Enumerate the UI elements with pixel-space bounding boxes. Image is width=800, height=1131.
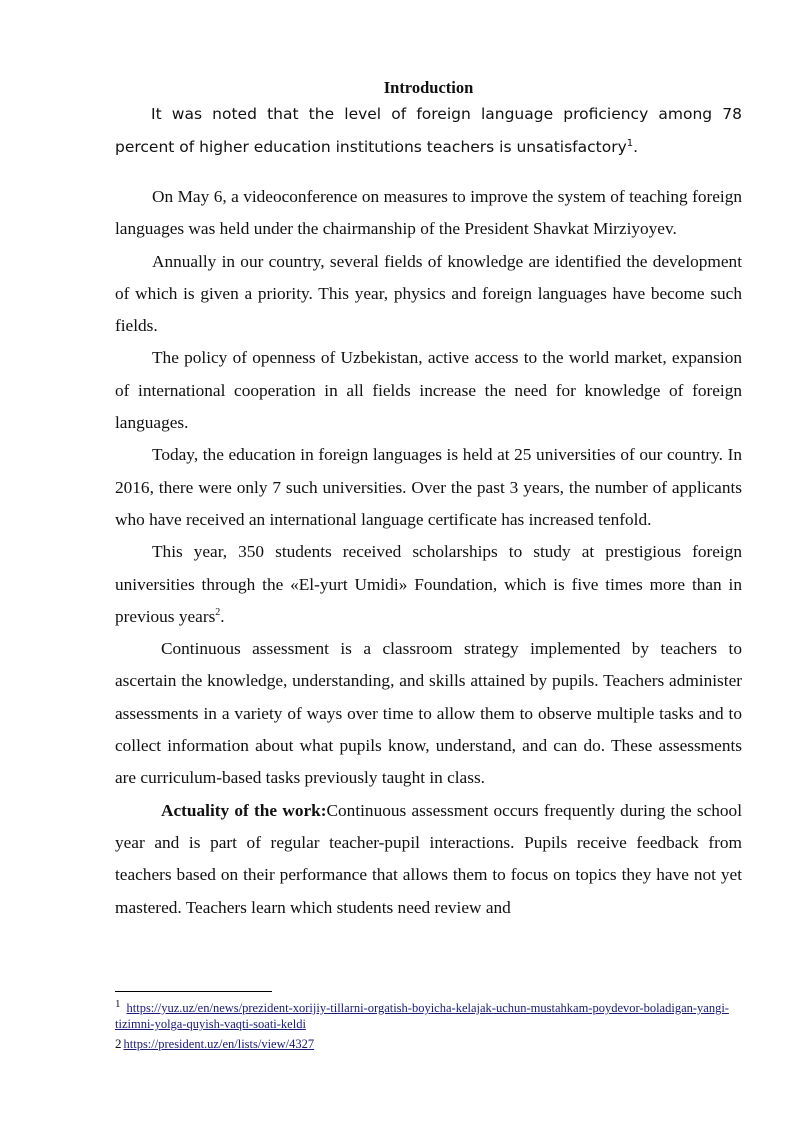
- paragraph-priority-fields: Annually in our country, several fields of knowledge are identified the development of which is given a priority. This year, physics and foreign languages have become such fields.: [115, 251, 742, 336]
- footnote-separator: [115, 991, 272, 992]
- footnote-number: 2: [115, 1036, 122, 1051]
- paragraph-scholarships: This year, 350 students received scholarships to study at prestigious foreign universities through the «El-yurt Umidi» Foundation, which is five times more than in previous years$^2$.: [115, 542, 742, 626]
- section-title: Introduction: [383, 78, 474, 97]
- paragraph-universities: Today, the education in foreign languages is held at 25 universities of our country. In 2016, there were only 7 such universities. Over the past 3 years, the number of applicants who have received an international language certificate has increased tenfold.: [115, 445, 742, 529]
- footnote-link-1[interactable]: https://yuz.uz/en/news/prezident-xorijiy-tillarni-orgatish-boyicha-kelajak-uchun-mustahkam-poydevor-boladigan-yangi-tizimni-yolga-quyish-vaqti-soati-keldi: [115, 1001, 729, 1032]
- paragraph-actuality: [115, 795, 742, 924]
- paragraph-videoconference: On May 6, a videoconference on measures to improve the system of teaching foreign languages was held under the chairmanship of the President Shavkat Mirziyoyev.: [115, 187, 742, 239]
- actuality-heading: Actuality of the work:: [161, 800, 327, 820]
- footnote-ref-2[interactable]: 2: [215, 607, 221, 619]
- footnote-1: [115, 996, 743, 1032]
- intro-text: It was noted that the level of foreign language proficiency among 78 percent of higher education institutions teachers is unsatisfactory: [115, 105, 742, 156]
- page-content: [115, 78, 742, 924]
- paragraph-continuous-assessment: Continuous assessment is a classroom strategy implemented by teachers to ascertain the knowledge, understanding, and skills attained by pupils. Teachers administer assessments in a variety of ways over time to allow them to observe multiple tasks and to collect information about what pupils know, understand, and can do. These assessments are curriculum-based tasks previously taught in class.: [115, 639, 742, 788]
- scholarships-text: This year, 350 students received scholarships to study at prestigious foreign universities through the «El-yurt Umidi» Foundation, which is five times more than in previous years: [115, 542, 742, 626]
- actuality-text: Continuous assessment occurs frequently during the school year and is part of regular teacher-pupil interactions. Pupils receive feedback from teachers based on their performance that allows them to focus on topics they have not yet mastered. Teachers learn which students need review and: [115, 800, 742, 917]
- footnote-link-2[interactable]: https://president.uz/en/lists/view/4327: [123, 1037, 315, 1051]
- paragraph-openness-policy: The policy of openness of Uzbekistan, active access to the world market, expansion of international cooperation in all fields increase the need for knowledge of foreign languages.: [115, 348, 742, 433]
- intro-paragraph: It was noted that the level of foreign language proficiency among 78 percent of higher education institutions teachers is unsatisfactory$^1$.: [115, 105, 742, 156]
- footnote-2: [115, 1036, 743, 1052]
- footnote-ref-1[interactable]: 1: [626, 137, 634, 149]
- footnote-number: 1: [115, 998, 121, 1010]
